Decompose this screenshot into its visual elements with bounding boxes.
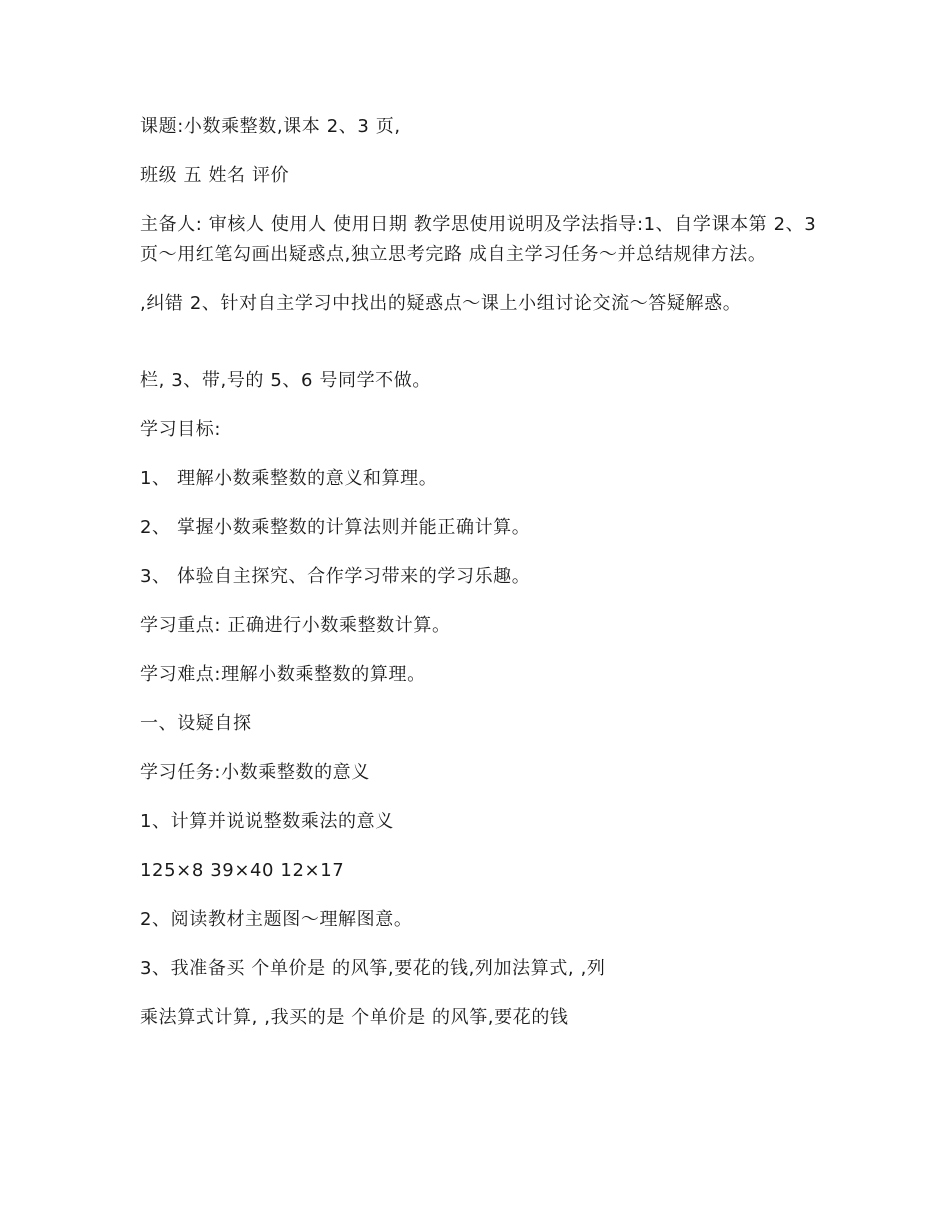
task-item: 1、计算并说说整数乘法的意义	[140, 811, 394, 832]
instructions-paragraph: 主备人: 审核人 使用人 使用日期 教学思使用说明及学法指导:1、自学课本第 2、3 页～用红笔勾画出疑惑点,独立思考完路 成自主学习任务～并总结规律方法。	[140, 214, 817, 265]
instructions-note: 栏, 3、带,号的 5、6 号同学不做。	[140, 370, 431, 391]
lesson-title-line: 课题:小数乘整数,课本 2、3 页,	[140, 116, 401, 137]
difficulty-line: 学习难点:理解小数乘整数的算理。	[140, 664, 426, 685]
section-heading: 一、设疑自探	[140, 713, 252, 734]
task-heading: 学习任务:小数乘整数的意义	[140, 762, 370, 783]
objective-item: 2、 掌握小数乘整数的计算法则并能正确计算。	[140, 517, 531, 538]
task-item-continued: 乘法算式计算, ,我买的是 个单价是 的风筝,要花的钱	[140, 1007, 569, 1028]
objectives-heading: 学习目标:	[140, 419, 222, 440]
task-item: 2、阅读教材主题图～理解图意。	[140, 909, 413, 930]
class-info-line: 班级 五 姓名 评价	[140, 165, 290, 186]
objective-item: 1、 理解小数乘整数的意义和算理。	[140, 468, 438, 489]
instructions-continued: ,纠错 2、针对自主学习中找出的疑惑点～课上小组讨论交流～答疑解惑。	[140, 293, 742, 314]
objective-item: 3、 体验自主探究、合作学习带来的学习乐趣。	[140, 566, 531, 587]
document-body	[140, 112, 820, 1052]
key-point-line: 学习重点: 正确进行小数乘整数计算。	[140, 615, 451, 636]
task-item: 3、我准备买 个单价是 的风筝,要花的钱,列加法算式, ,列	[140, 958, 606, 979]
exercise-line: 125×8 39×40 12×17	[140, 860, 345, 881]
